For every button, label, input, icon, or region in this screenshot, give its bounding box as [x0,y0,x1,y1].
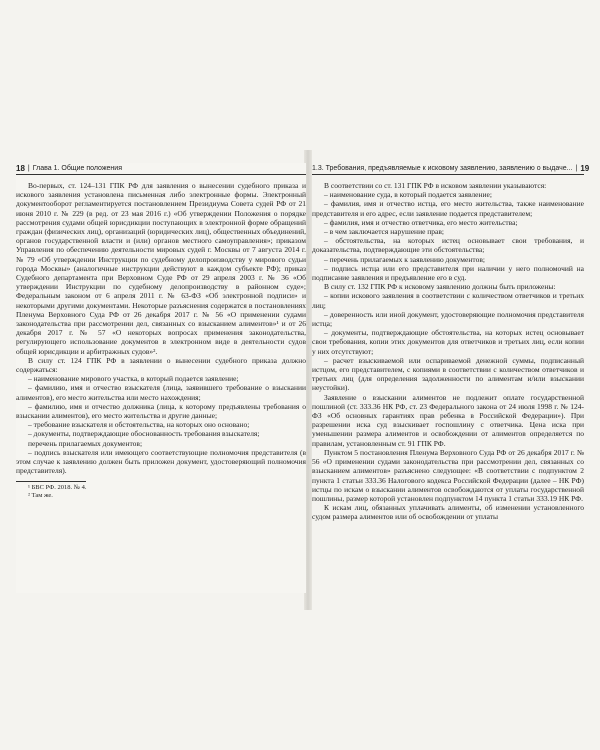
list-item: – фамилию, имя и отчество взыскателя (лица, заявившего требование о взыскании алиментов), его место жительства или место нахождения; [16,383,306,402]
list-item: – подпись истца или его представителя при наличии у него полномочий на подписание заявления и предъявление его в суд. [312,263,584,283]
list-item: – документы, подтверждающие обстоятельства, на которых истец основывает свои требования, копии этих документов для ответчиков и третьих лиц, если копии у них отсутствуют; [312,328,584,356]
header-separator: | [575,164,578,172]
list-item: – наименование мирового участка, в который подается заявление; [28,374,239,384]
paragraph: В силу ст. 124 ГПК РФ в заявлении о вынесении судебного приказа должно содержаться: [16,355,306,375]
list-item: перечень прилагаемых документов; [28,438,143,448]
paragraph: Во-первых, ст. 124–131 ГПК РФ для заявления о вынесении судебного приказа и искового заявления установлена письменная либо электронные формы. Электронный документооборот регламентируется постановлением Президиума Совета судей РФ от 21 июня 2010 г. № 229 (в ред. от 23 мая 2016 г.) «Об утверждении Положения о порядке рассмотрения судами общей юрисдикции поступающих в электронной форме обращений граждан (физических лиц), организаций (юридических лиц), общественных объединений, органов государственной власти и (или) органов местного самоуправления»; приказом Управления по обеспечению деятельности мировых судей г. Москвы от 7 августа 2014 г. № 79 «Об утверждении Инструкции по судебному делопроизводству у мирового судьи города Москвы» (аналогичные инструкции действуют в каждом субъекте РФ); приказ Судебного департамента при Верховном Суде РФ от 29 апреля 2003 г. № 36 «Об утверждении Инструкции по судебному делопроизводству в районном суде»; Федеральным законом от 6 апреля 2011 г. № 63-ФЗ «Об электронной подписи» и некоторыми другими документами. Некоторые разъяснения содержатся в постановлениях Пленума Верховного Суда РФ от 26 декабря 2017 г. № 56 «О применении судами законодательства при рассмотрении дел, связанных со взысканием алиментов»¹ и от 26 декабря 2017 г. № 57 «О некоторых вопросах применения законодательства, регулирующего использование документов в электронном виде в деятельности судов общей юрисдикции и арбитражных судов»². [16,181,306,356]
footnote: ² Там же. [28,491,53,499]
list-item: – документы, подтверждающие обоснованность требования взыскателя; [28,429,260,439]
left-page-body [16,181,306,500]
list-item: – фамилия, имя и отчество истца, его место жительства, также наименование представителя и его адрес, если заявление подается представителем; [312,199,584,218]
footnote-divider [16,481,86,482]
paragraph: Пунктом 5 постановления Пленума Верховного Суда РФ от 26 декабря 2017 г. № 56 «О применении судами законодательства при рассмотрении дел, связанных со взысканием алиментов» разъяснено следующее: «В соответствии с подпунктом 2 пункта 1 статьи 333.36 Налогового кодекса Российской Федерации (далее – НК РФ) истцы по искам о взыскании алиментов освобождаются от уплаты государственной пошлины, размер которой установлен подпунктом 14 пункта 1 статьи 333.19 НК РФ. [312,447,584,503]
left-page-number: 18 [16,163,25,173]
list-item: – копии искового заявления в соответствии с количеством ответчиков и третьих лиц; [312,291,584,310]
paragraph: В силу ст. 132 ГПК РФ к исковому заявлению должны быть приложены: [324,282,556,292]
list-item: – требование взыскателя и обстоятельства, на которых оно основано; [28,420,250,430]
list-item: – в чем заключается нарушение прав; [324,227,445,237]
list-item: – наименование суда, в который подается заявление; [324,190,492,200]
footnote: ¹ БВС РФ. 2018. № 4. [28,483,87,491]
list-item: – доверенность или иной документ, удостоверяющие полномочия представителя истца; [312,309,584,329]
section-title: 1.3. Требования, предъявляемые к исковому заявлению, заявлению о выдаче... [312,164,573,172]
paragraph: В соответствии со ст. 131 ГПК РФ в исковом заявлении указываются: [324,181,547,190]
list-item: – обстоятельства, на которых истец основывает свои требования, и доказательства, подтверждающие эти обстоятельства; [312,236,584,255]
list-item: – перечень прилагаемых к заявлению документов; [324,254,485,264]
right-page-number: 19 [580,163,590,173]
header-separator: | [27,164,30,172]
right-page-body [312,181,584,522]
list-item: – фамилию, имя и отчество должника (лица, к которому предъявлены требования о взыскании алиментов), его место жительства и другие данные; [16,401,306,421]
chapter-title: Глава 1. Общие положения [32,164,122,172]
left-page [16,163,306,593]
list-item: – подпись взыскателя или имеющего соответствующие полномочия представителя (в этом случае к заявлению должен быть приложен документ, удостоверяющий полномочия представителя). [16,447,306,476]
right-page [312,163,590,593]
list-item: – фамилия, имя и отчество ответчика, его место жительства; [324,217,518,227]
right-page-header [312,163,590,175]
paragraph: Заявление о взыскании алиментов не подлежит оплате государственной пошлиной (ст. 333.36 НК РФ, ст. 23 Федерального закона от 24 июля 1998 г. № 124-ФЗ «Об основных гарантиях прав ребенка в Российской Федерации»). При разрешении иска суд взыскивает госпошлину с ответчика. Цена иска при уменьшении размера алиментов и освобождении от алиментов определяется по правилам, установленным ст. 91 ГПК РФ. [312,392,584,448]
paragraph: К искам лиц, обязанных уплачивать алименты, об изменении установленного судом размера алиментов или об освобождении от уплаты [312,503,584,522]
left-page-header [16,163,306,175]
list-item: – расчет взыскиваемой или оспариваемой денежной суммы, подписанный истцом, его представителем, с копиями в соответствии с количеством ответчиков и третьих лиц (для определения задолженности по алиментам и/или взыскании неустойки). [312,355,584,393]
